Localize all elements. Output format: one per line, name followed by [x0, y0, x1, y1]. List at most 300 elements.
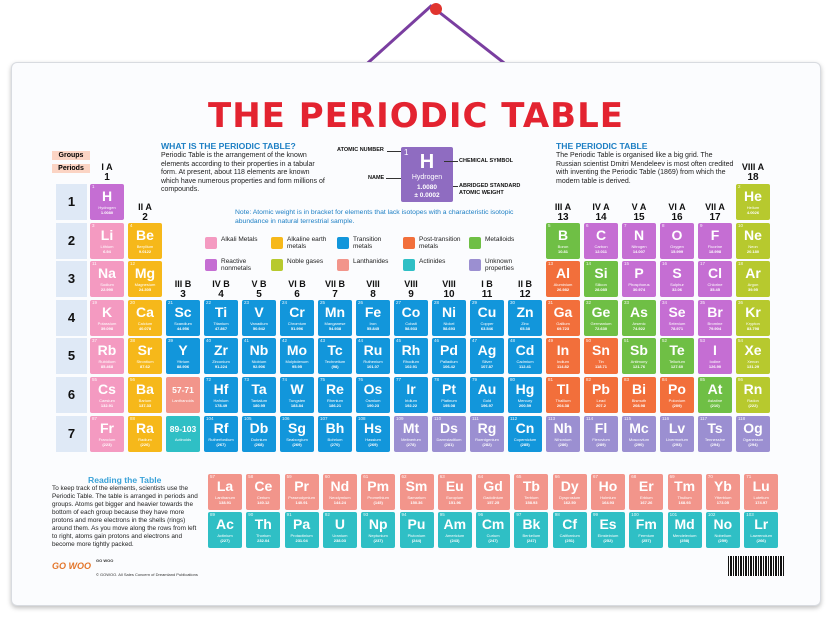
- element-cell-cn[interactable]: [508, 416, 542, 452]
- element-cell-fl[interactable]: [584, 416, 618, 452]
- element-cell-rn[interactable]: [736, 377, 770, 413]
- element-weight: 157.25: [486, 500, 500, 505]
- group-roman: V A: [631, 202, 647, 212]
- element-name: Neon: [748, 243, 758, 249]
- element-number: 88: [130, 415, 136, 421]
- element-symbol: Al: [556, 265, 570, 282]
- element-name: Barium: [138, 398, 152, 403]
- element-cell-es[interactable]: [591, 512, 625, 548]
- element-cell-tc[interactable]: [318, 338, 352, 374]
- element-name: Iron: [369, 320, 377, 326]
- element-symbol: Os: [363, 381, 383, 397]
- element-number: 87: [92, 415, 98, 421]
- element-cell-pm[interactable]: [361, 474, 395, 510]
- element-number: 19: [92, 299, 98, 305]
- element-cell-lr[interactable]: [744, 512, 778, 548]
- period-number-4: 4: [56, 300, 87, 336]
- element-cell-lv[interactable]: [660, 416, 694, 452]
- element-number: 97: [516, 512, 522, 517]
- element-cell-hs[interactable]: [356, 416, 390, 452]
- group-header-12: [506, 279, 544, 300]
- legend-swatch-alkaline: [271, 237, 283, 249]
- element-symbol: Ti: [214, 303, 228, 320]
- element-name: Molybdenum: [285, 359, 309, 365]
- the-pt-heading: THE PERIODIC TABLE: [556, 141, 648, 151]
- element-cell-rf[interactable]: [204, 416, 238, 452]
- element-symbol: Ag: [477, 342, 497, 359]
- element-cell-sb[interactable]: [622, 338, 656, 374]
- element-cell-89-103[interactable]: [166, 416, 200, 452]
- element-cell-mt[interactable]: [394, 416, 428, 452]
- element-number: 98: [554, 512, 560, 517]
- element-cell-ge[interactable]: [584, 300, 618, 336]
- element-cell-ce[interactable]: [246, 474, 280, 510]
- element-cell-re[interactable]: [318, 377, 352, 413]
- element-cell-be[interactable]: [128, 223, 162, 259]
- element-name: Lead: [596, 398, 606, 403]
- element-cell-kr[interactable]: [736, 300, 770, 336]
- element-cell-o[interactable]: [660, 223, 694, 259]
- element-cell-db[interactable]: [242, 416, 276, 452]
- element-weight: (222): [748, 403, 758, 408]
- element-symbol: 89-103: [169, 423, 197, 434]
- element-cell-nb[interactable]: [242, 338, 276, 374]
- element-weight: 28.085: [594, 287, 608, 293]
- element-cell-in[interactable]: [546, 338, 580, 374]
- element-cell-er[interactable]: [629, 474, 663, 510]
- element-number: 99: [593, 512, 599, 517]
- key-line: [387, 151, 401, 152]
- element-cell-gd[interactable]: [476, 474, 510, 510]
- element-cell-b[interactable]: [546, 223, 580, 259]
- element-cell-dy[interactable]: [553, 474, 587, 510]
- element-weight: 192.22: [404, 403, 418, 408]
- element-symbol: Lu: [752, 478, 770, 494]
- element-number: 117: [700, 415, 708, 421]
- atomic-number-label: ATOMIC NUMBER: [337, 147, 384, 153]
- element-cell-mg[interactable]: [128, 261, 162, 297]
- element-number: 103: [746, 512, 754, 517]
- group-number: 15: [633, 212, 645, 223]
- element-symbol: K: [101, 303, 113, 320]
- element-symbol: Be: [136, 226, 154, 243]
- element-number: 64: [478, 474, 484, 479]
- group-roman: II B: [517, 279, 532, 289]
- element-cell-k[interactable]: [90, 300, 124, 336]
- element-cell-rb[interactable]: [90, 338, 124, 374]
- element-name: Thulium: [677, 495, 692, 500]
- element-cell-ho[interactable]: [591, 474, 625, 510]
- element-cell-os[interactable]: [356, 377, 390, 413]
- element-cell-br[interactable]: [698, 300, 732, 336]
- element-cell-ti[interactable]: [204, 300, 238, 336]
- element-name: Aluminium: [553, 282, 573, 288]
- element-cell-pu[interactable]: [400, 512, 434, 548]
- element-weight: 186.21: [328, 403, 342, 408]
- legend-label-metalloid: Metalloids: [485, 236, 515, 243]
- element-name: Chlorine: [707, 282, 723, 288]
- element-cell-pa[interactable]: [285, 512, 319, 548]
- barcode: [728, 556, 784, 576]
- element-weight: 85.468: [100, 364, 114, 370]
- group-roman: VI A: [668, 202, 686, 212]
- element-number: 92: [324, 512, 330, 517]
- element-cell-rh[interactable]: [394, 338, 428, 374]
- element-cell-po[interactable]: [660, 377, 694, 413]
- element-number: 111: [472, 415, 479, 421]
- element-cell-nd[interactable]: [323, 474, 357, 510]
- element-weight: 132.91: [100, 403, 114, 408]
- element-name: Argon: [747, 282, 759, 288]
- element-weight: (269): [292, 441, 302, 447]
- group-number: 17: [709, 212, 721, 223]
- element-cell-ru[interactable]: [356, 338, 390, 374]
- element-cell-f[interactable]: [698, 223, 732, 259]
- element-symbol: Ac: [216, 516, 234, 532]
- element-cell-ar[interactable]: [736, 261, 770, 297]
- element-name: Neptunium: [368, 533, 388, 538]
- element-cell-ds[interactable]: [432, 416, 466, 452]
- element-symbol: Cf: [562, 516, 578, 532]
- element-number: 23: [244, 299, 250, 305]
- key-weight: 1.0080 ± 0.0002: [414, 184, 440, 199]
- group-header-3: [164, 279, 202, 300]
- element-symbol: Pd: [440, 342, 458, 359]
- element-cell-cm[interactable]: [476, 512, 510, 548]
- element-name: Thallium: [555, 398, 571, 403]
- element-cell-fr[interactable]: [90, 416, 124, 452]
- element-cell-hf[interactable]: [204, 377, 238, 413]
- element-symbol: Md: [674, 516, 695, 532]
- element-symbol: Cl: [708, 265, 722, 282]
- element-name: Livermorium: [665, 436, 688, 442]
- element-number: 41: [244, 338, 250, 344]
- element-symbol: Tb: [522, 478, 540, 494]
- element-symbol: Br: [707, 303, 723, 320]
- element-cell-tl[interactable]: [546, 377, 580, 413]
- element-cell-md[interactable]: [668, 512, 702, 548]
- key-number: 1: [404, 148, 409, 157]
- element-symbol: Th: [254, 516, 272, 532]
- element-weight: 144.24: [333, 500, 346, 505]
- legend-swatch-unknown: [469, 259, 481, 271]
- element-symbol: Na: [98, 265, 116, 282]
- element-weight: 69.723: [556, 325, 570, 331]
- element-cell-co[interactable]: [394, 300, 428, 336]
- element-cell-ba[interactable]: [128, 377, 162, 413]
- element-number: 21: [168, 299, 174, 305]
- element-number: 79: [472, 377, 478, 382]
- element-name: Calcium: [137, 320, 153, 326]
- element-weight: 231.04: [295, 538, 308, 543]
- element-number: 27: [396, 299, 402, 305]
- element-symbol: Te: [669, 342, 685, 359]
- element-cell-cl[interactable]: [698, 261, 732, 297]
- element-cell-al[interactable]: [546, 261, 580, 297]
- element-weight: 131.29: [746, 364, 760, 370]
- element-cell-yb[interactable]: [706, 474, 740, 510]
- element-number: 73: [244, 377, 250, 382]
- element-cell-p[interactable]: [622, 261, 656, 297]
- element-weight: (227): [220, 538, 230, 543]
- element-name: Berkelium: [522, 533, 541, 538]
- element-symbol: Nh: [553, 419, 573, 436]
- element-cell-cd[interactable]: [508, 338, 542, 374]
- element-number: 34: [662, 299, 668, 305]
- element-name: Astatine: [707, 398, 723, 403]
- element-number: 3: [92, 222, 95, 228]
- element-symbol: Fr: [100, 419, 114, 436]
- element-cell-cs[interactable]: [90, 377, 124, 413]
- element-symbol: Cd: [515, 342, 535, 359]
- element-cell-ga[interactable]: [546, 300, 580, 336]
- element-cell-xe[interactable]: [736, 338, 770, 374]
- element-number: 69: [669, 474, 675, 479]
- element-cell-mo[interactable]: [280, 338, 314, 374]
- element-symbol: Mt: [402, 419, 420, 436]
- element-cell-s[interactable]: [660, 261, 694, 297]
- element-cell-w[interactable]: [280, 377, 314, 413]
- element-cell-au[interactable]: [470, 377, 504, 413]
- element-cell-se[interactable]: [660, 300, 694, 336]
- group-number: 6: [294, 289, 300, 300]
- element-weight: 10.81: [557, 248, 568, 254]
- element-symbol: Tc: [327, 342, 343, 359]
- element-weight: 78.971: [670, 325, 684, 331]
- element-weight: 140.12: [257, 500, 270, 505]
- element-cell-c[interactable]: [584, 223, 618, 259]
- element-weight: (209): [672, 403, 682, 408]
- element-symbol: At: [707, 381, 723, 397]
- element-symbol: Au: [477, 381, 497, 397]
- element-number: 91: [286, 512, 292, 517]
- element-cell-ts[interactable]: [698, 416, 732, 452]
- element-name: Nobelium: [714, 533, 732, 538]
- legend-swatch-metalloid: [469, 237, 481, 249]
- element-cell-v[interactable]: [242, 300, 276, 336]
- element-weight: 39.098: [100, 325, 114, 331]
- element-weight: (278): [406, 441, 416, 447]
- element-cell-no[interactable]: [706, 512, 740, 548]
- element-name: Palladium: [440, 359, 458, 365]
- element-cell-zr[interactable]: [204, 338, 238, 374]
- element-cell-pt[interactable]: [432, 377, 466, 413]
- element-name: Copernicium: [513, 436, 537, 442]
- element-cell-pr[interactable]: [285, 474, 319, 510]
- element-cell-sn[interactable]: [584, 338, 618, 374]
- period-number-7: 7: [56, 416, 87, 452]
- element-cell-pb[interactable]: [584, 377, 618, 413]
- element-name: Cerium: [256, 495, 270, 500]
- element-cell-at[interactable]: [698, 377, 732, 413]
- element-weight: (257): [641, 538, 651, 543]
- weight-label: ABRIDGED STANDARD ATOMIC WEIGHT: [459, 183, 521, 196]
- element-symbol: Ru: [363, 342, 383, 359]
- element-symbol: Ce: [254, 478, 273, 494]
- legend-label-alkali: Alkali Metals: [221, 236, 258, 243]
- element-name: Antimony: [630, 359, 648, 365]
- element-cell-eu[interactable]: [438, 474, 472, 510]
- element-cell-fe[interactable]: [356, 300, 390, 336]
- element-cell-nh[interactable]: [546, 416, 580, 452]
- element-name: Uranium: [332, 533, 348, 538]
- element-symbol: Er: [638, 478, 654, 494]
- element-cell-zn[interactable]: [508, 300, 542, 336]
- element-name: Radium: [138, 436, 152, 442]
- element-name: Fermium: [638, 533, 655, 538]
- element-weight: 40.078: [138, 325, 152, 331]
- element-weight: 208.98: [632, 403, 646, 408]
- element-cell-bi[interactable]: [622, 377, 656, 413]
- element-key: [401, 147, 453, 202]
- element-name: Nickel: [443, 320, 455, 326]
- element-symbol: O: [671, 226, 683, 243]
- element-name: Xenon: [747, 359, 759, 365]
- group-number: 13: [557, 212, 569, 223]
- element-number: 33: [624, 299, 630, 305]
- element-cell-li[interactable]: [90, 223, 124, 259]
- element-weight: 190.23: [366, 403, 380, 408]
- element-name: Seaborgium: [286, 436, 308, 442]
- element-cell-bk[interactable]: [514, 512, 548, 548]
- element-number: 2: [738, 184, 741, 189]
- element-cell-la[interactable]: [208, 474, 242, 510]
- element-name: Mendelevium: [672, 533, 697, 538]
- element-weight: 174.97: [755, 500, 768, 505]
- group-roman: VII B: [324, 279, 345, 289]
- element-cell-57-71[interactable]: [166, 377, 200, 413]
- element-weight: 6.94: [103, 248, 111, 254]
- element-symbol: Mc: [629, 419, 649, 436]
- element-cell-lu[interactable]: [744, 474, 778, 510]
- element-number: 105: [244, 415, 252, 421]
- element-number: 113: [548, 415, 556, 421]
- name-label: NAME: [368, 175, 385, 181]
- element-number: 48: [510, 338, 516, 344]
- element-name: Hassium: [365, 436, 381, 442]
- group-roman: V B: [251, 279, 267, 289]
- element-name: Cadmium: [516, 359, 534, 365]
- element-cell-he[interactable]: [736, 184, 770, 220]
- element-weight: 54.938: [328, 325, 342, 331]
- element-name: Gallium: [556, 320, 570, 326]
- element-symbol: Hf: [213, 381, 229, 397]
- element-symbol: Sb: [630, 342, 648, 359]
- element-symbol: Fl: [594, 419, 608, 436]
- element-cell-ac[interactable]: [208, 512, 242, 548]
- element-cell-ta[interactable]: [242, 377, 276, 413]
- element-symbol: Cm: [481, 516, 505, 532]
- element-cell-og[interactable]: [736, 416, 770, 452]
- element-number: 106: [282, 415, 290, 421]
- group-number: 12: [519, 289, 531, 300]
- element-cell-mn[interactable]: [318, 300, 352, 336]
- element-number: 45: [396, 338, 402, 344]
- group-number: 10: [443, 289, 455, 300]
- element-cell-fm[interactable]: [629, 512, 663, 548]
- element-cell-am[interactable]: [438, 512, 472, 548]
- element-symbol: H: [101, 188, 113, 204]
- element-cell-na[interactable]: [90, 261, 124, 297]
- element-weight: 232.04: [257, 538, 270, 543]
- element-number: 57: [210, 474, 216, 479]
- element-weight: (251): [565, 538, 575, 543]
- element-number: 7: [624, 222, 627, 228]
- element-weight: (258): [679, 538, 690, 543]
- element-cell-sg[interactable]: [280, 416, 314, 452]
- element-cell-i[interactable]: [698, 338, 732, 374]
- element-weight: 44.956: [176, 325, 190, 331]
- element-cell-ne[interactable]: [736, 223, 770, 259]
- element-symbol: P: [634, 265, 644, 282]
- element-cell-ra[interactable]: [128, 416, 162, 452]
- element-cell-th[interactable]: [246, 512, 280, 548]
- element-cell-ir[interactable]: [394, 377, 428, 413]
- element-number: 74: [282, 377, 288, 382]
- element-cell-sc[interactable]: [166, 300, 200, 336]
- element-cell-rg[interactable]: [470, 416, 504, 452]
- element-weight: 32.06: [671, 287, 682, 293]
- element-cell-bh[interactable]: [318, 416, 352, 452]
- element-number: 85: [700, 377, 706, 382]
- element-cell-as[interactable]: [622, 300, 656, 336]
- element-symbol: Nb: [249, 342, 269, 359]
- element-number: 114: [586, 415, 594, 421]
- element-cell-ni[interactable]: [432, 300, 466, 336]
- element-name: Promethium: [367, 495, 389, 500]
- key-symbol: H: [419, 151, 435, 173]
- element-number: 101: [669, 512, 678, 517]
- element-cell-ca[interactable]: [128, 300, 162, 336]
- element-cell-tb[interactable]: [514, 474, 548, 510]
- element-cell-h[interactable]: [90, 184, 124, 220]
- element-cell-sm[interactable]: [400, 474, 434, 510]
- element-name: Lithium: [100, 243, 114, 249]
- hanging-string-right: [436, 9, 509, 67]
- element-cell-tm[interactable]: [668, 474, 702, 510]
- element-symbol: Rn: [743, 381, 763, 397]
- element-name: Silicon: [595, 282, 607, 288]
- element-cell-ag[interactable]: [470, 338, 504, 374]
- element-cell-mc[interactable]: [622, 416, 656, 452]
- element-cell-sr[interactable]: [128, 338, 162, 374]
- element-cell-te[interactable]: [660, 338, 694, 374]
- element-weight: 204.38: [556, 403, 570, 408]
- footer-line1: GO WOO: [96, 558, 114, 563]
- element-cell-cu[interactable]: [470, 300, 504, 336]
- element-cell-pd[interactable]: [432, 338, 466, 374]
- element-weight: 101.07: [366, 364, 380, 370]
- element-cell-hg[interactable]: [508, 377, 542, 413]
- element-number: 118: [738, 415, 746, 421]
- element-cell-u[interactable]: [323, 512, 357, 548]
- element-weight: 1.0080: [100, 210, 114, 215]
- element-weight: (294): [710, 441, 720, 447]
- element-cell-np[interactable]: [361, 512, 395, 548]
- legend-label-post: Post-transition metals: [419, 236, 461, 250]
- element-number: 83: [624, 377, 630, 382]
- element-cell-cr[interactable]: [280, 300, 314, 336]
- element-cell-si[interactable]: [584, 261, 618, 297]
- element-weight: 4.0026: [746, 210, 760, 215]
- element-number: 89: [210, 512, 216, 517]
- element-weight: (210): [710, 403, 720, 408]
- element-cell-n[interactable]: [622, 223, 656, 259]
- group-header-1: [88, 162, 126, 183]
- element-weight: (252): [603, 538, 613, 543]
- element-cell-cf[interactable]: [553, 512, 587, 548]
- element-cell-y[interactable]: [166, 338, 200, 374]
